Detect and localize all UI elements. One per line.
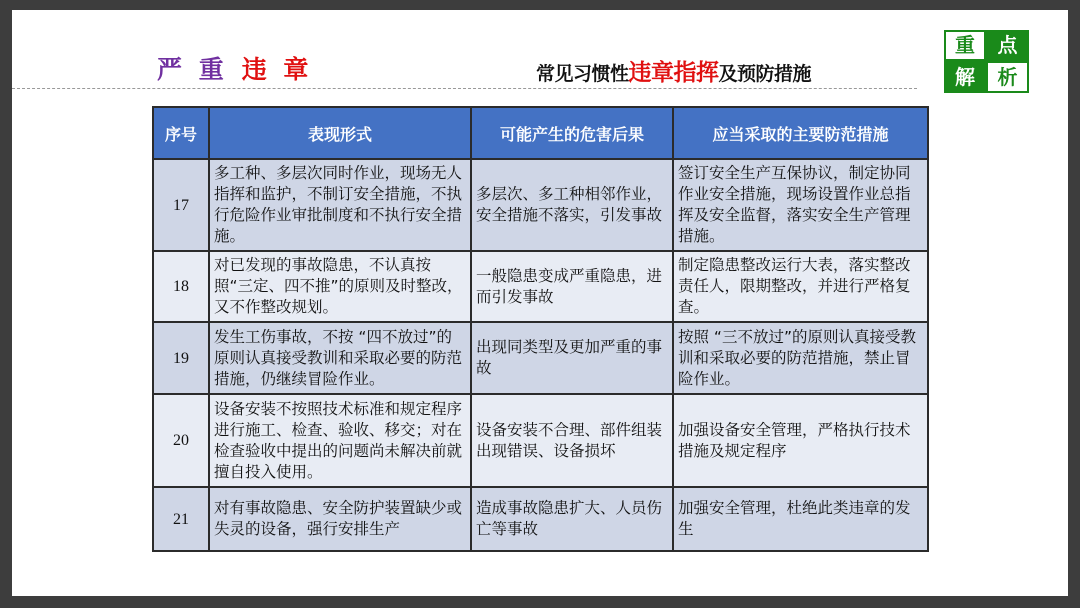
badge-char-3: 解 — [944, 61, 986, 93]
header-measure: 应当采取的主要防范措施 — [673, 107, 928, 159]
table-row — [153, 159, 928, 251]
row-harm: 造成事故隐患扩大、人员伤亡等事故 — [471, 487, 673, 551]
badge-char-2: 点 — [986, 30, 1029, 61]
row-number: 21 — [153, 487, 209, 551]
violation-table — [152, 106, 929, 552]
key-analysis-badge — [944, 30, 1029, 93]
header-harm: 可能产生的危害后果 — [471, 107, 673, 159]
row-form: 对有事故隐患、安全防护装置缺少或失灵的设备，强行安排生产 — [209, 487, 471, 551]
row-measure: 制定隐患整改运行大表，落实整改责任人，限期整改，并进行严格复查。 — [673, 251, 928, 322]
page-title-highlight: 违章指挥 — [628, 60, 719, 86]
table-row — [153, 322, 928, 394]
row-harm: 一般隐患变成严重隐患，进而引发事故 — [471, 251, 673, 322]
row-measure: 签订安全生产互保协议，制定协同作业安全措施，现场设置作业总指挥及安全监督，落实安全生产管理措施。 — [673, 159, 928, 251]
row-number: 19 — [153, 322, 209, 394]
section-title-part1: 严 重 — [157, 55, 228, 84]
table-row — [153, 394, 928, 487]
section-title-part2: 违 章 — [241, 55, 313, 84]
page-title-pre: 常见习惯性 — [536, 63, 629, 85]
page-title-post: 及预防措施 — [718, 63, 812, 85]
table-row — [153, 487, 928, 551]
row-harm: 多层次、多工种相邻作业，安全措施不落实，引发事故 — [471, 159, 673, 251]
row-measure: 加强安全管理，杜绝此类违章的发生 — [673, 487, 928, 551]
header-number: 序号 — [153, 107, 209, 159]
row-form: 多工种、多层次同时作业，现场无人指挥和监护，不制订安全措施，不执行危险作业审批制度和不执行安全措施。 — [209, 159, 471, 251]
row-form: 设备安装不按照技术标准和规定程序进行施工、检查、验收、移交；对在检查验收中提出的问题尚未解决前就擅自投入使用。 — [209, 394, 471, 487]
dashed-divider — [12, 88, 917, 89]
table-row — [153, 251, 928, 322]
table-header-row — [153, 107, 928, 159]
row-harm: 设备安装不合理、部件组装出现错误、设备损坏 — [471, 394, 673, 487]
row-number: 17 — [153, 159, 209, 251]
row-measure: 加强设备安全管理，严格执行技术措施及规定程序 — [673, 394, 928, 487]
row-form: 对已发现的事故隐患，不认真按照“三定、四不推”的原则及时整改，又不作整改规划。 — [209, 251, 471, 322]
badge-char-4: 析 — [986, 61, 1029, 93]
row-number: 18 — [153, 251, 209, 322]
row-harm: 出现同类型及更加严重的事故 — [471, 322, 673, 394]
row-measure: 按照 “三不放过”的原则认真接受教训和采取必要的防范措施，禁止冒险作业。 — [673, 322, 928, 394]
slide — [12, 10, 1068, 596]
section-title — [157, 50, 312, 86]
page-title — [536, 54, 811, 87]
row-form: 发生工伤事故，不按 “四不放过”的原则认真接受教训和采取必要的防范措施，仍继续冒险作业。 — [209, 322, 471, 394]
badge-char-1: 重 — [944, 30, 986, 61]
row-number: 20 — [153, 394, 209, 487]
header-form: 表现形式 — [209, 107, 471, 159]
